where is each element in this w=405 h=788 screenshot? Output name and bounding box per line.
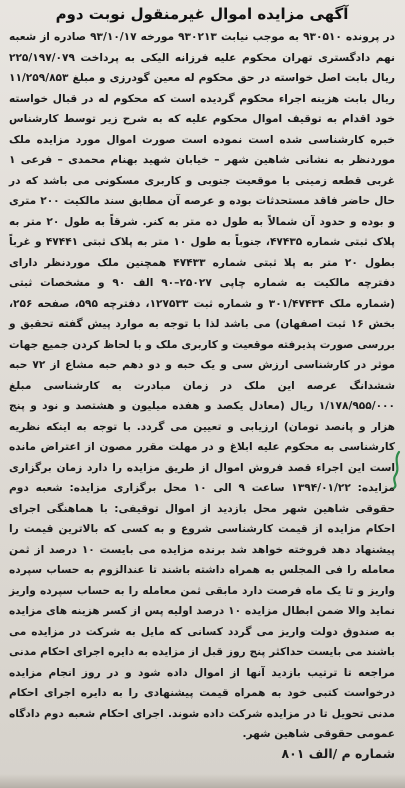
pen-mark-icon: [389, 450, 403, 490]
notice-reference: شماره م /الف ۸۰۱: [281, 745, 395, 761]
notice-paragraph: در پرونده ۹۳۰۵۱۰ به موجب نیابت ۹۳۰۲۱۳ مورخه ۹۳/۱۰/۱۷ صادره از شعبه نهم دادگستری تهران محکوم علیه فرزانه الیکی به پرداخت ۲۲۵/۱۹۷/۰۷۹ ریال بابت اصل خواسته در حق محکوم له معین گودرزی و مبلغ ۱۱/۲۵۹/۸۵۳ ریال بابت هزینه اجراء محکوم گردیده است که محکوم له در قبال خواسته خود اقدام به توقیف اموال محکوم علیه که به شرح زیر توسط کارشناس خبره کارشناسی شده است نموده است صورت اموال مورد مزایده ملک موردنظر به نشانی شاهین شهر – خیابان شهید بهنام محمدی – فرعی ۱ غربی قطعه زمینی با موقعیت جنوبی و کاربری مسکونی می باشد که در حال حاضر فاقد مستحدثات بوده و عرصه آن مطابق سند مالکیت ۲۰۰ متری و بوده و حدود آن شمالاً به طول ده متر به کنر. شرقاً به طول ۲۰ متر به پلاک ثبتی شماره ۴۷۴۳۵، جنوباً به طول ۱۰ متر به پلاک ثبتی ۴۷۴۴۱ و غرباً بطول ۲۰ متر به پلا ثبتی شماره ۴۷۴۳۳ همچنین ملک موردنظر دارای دفترچه مالکیت به شماره چاپی ۲۵۰۲۷–۹۰ الف ۹۰ و مشخصات ثبتی (شماره ملک ۳۰۱/۴۷۴۳۴ و شماره ثبت ۱۲۷۵۳۳، دفترچه ۵۹۵، صفحه ۲۵۶، بخش ۱۶ ثبت اصفهان) می باشد لذا با توجه به موارد پیش گفته تحقیق و بررسی صورت پذیرفته موقعیت و کاربری ملک و با لحاظ کردن جمیع جهات موثر در کارشناسی ارزش سی و یک حبه و دو دهم حبه مشاع از ۷۲ حبه ششدانگ عرصه این ملک در زمان مبادرت به کارشناسی مبلغ ۱/۱۷۸/۹۵۵/۰۰۰ ریال (معادل یکصد و هفده میلیون و هشتصد و نود و پنج هزار و پانصد تومان) ارزیابی و تعیین می گردد. با توجه به اینکه نظریه کارشناسی به محکوم علیه ابلاغ و در مهلت مقرر مصون از اعتراض مانده است این اجراء قصد فروش اموال از طریق مزایده را دارد زمان برگزاری مزایده: ۱۳۹۴/۰۱/۲۲ ساعت ۹ الی ۱۰ محل برگزاری مزایده: شعبه دوم حقوقی شاهین شهر محل بازدید از اموال توقیفی: با هماهنگی اجرای احکام مزایده از قیمت کارشناسی شروع و به کسی که بالاترین قیمت را پیشنهاد دهد فروخته خواهد شد برنده مزایده می بایست ۱۰ درصد از ثمن معامله را فی المجلس به همراه داشته باشند تا عندالزوم به حساب سپرده واریز و تا یک ماه فرصت دارد مابقی ثمن معامله را به حساب سپرده واریز نماید والا ضمن ابطال مزایده ۱۰ درصد اولیه پس از کسر هزینه های مزایده به صندوق دولت واریز می گردد کسانی که مایل به شرکت در مزایده می باشند می بایست حداکثر پنج روز قبل از مزایده به دایره اجرای احکام مدنی مراجعه تا ترتیب بازدید آنها از اموال داده شود و در روز انجام مزایده درخواست کتبی خود به همراه قیمت پیشنهادی را به دایره اجرای احکام مدنی تحویل تا در مزایده شرکت داده شوند. اجرای احکام شعبه دوم دادگاه عمومی حقوقی شاهین شهر.: [9, 31, 395, 740]
notice-title: آگهی مزایده اموال غیرمنقول نوبت دوم: [55, 5, 349, 23]
scan-edge-shadow: [0, 774, 405, 788]
notice-body: [9, 27, 395, 745]
